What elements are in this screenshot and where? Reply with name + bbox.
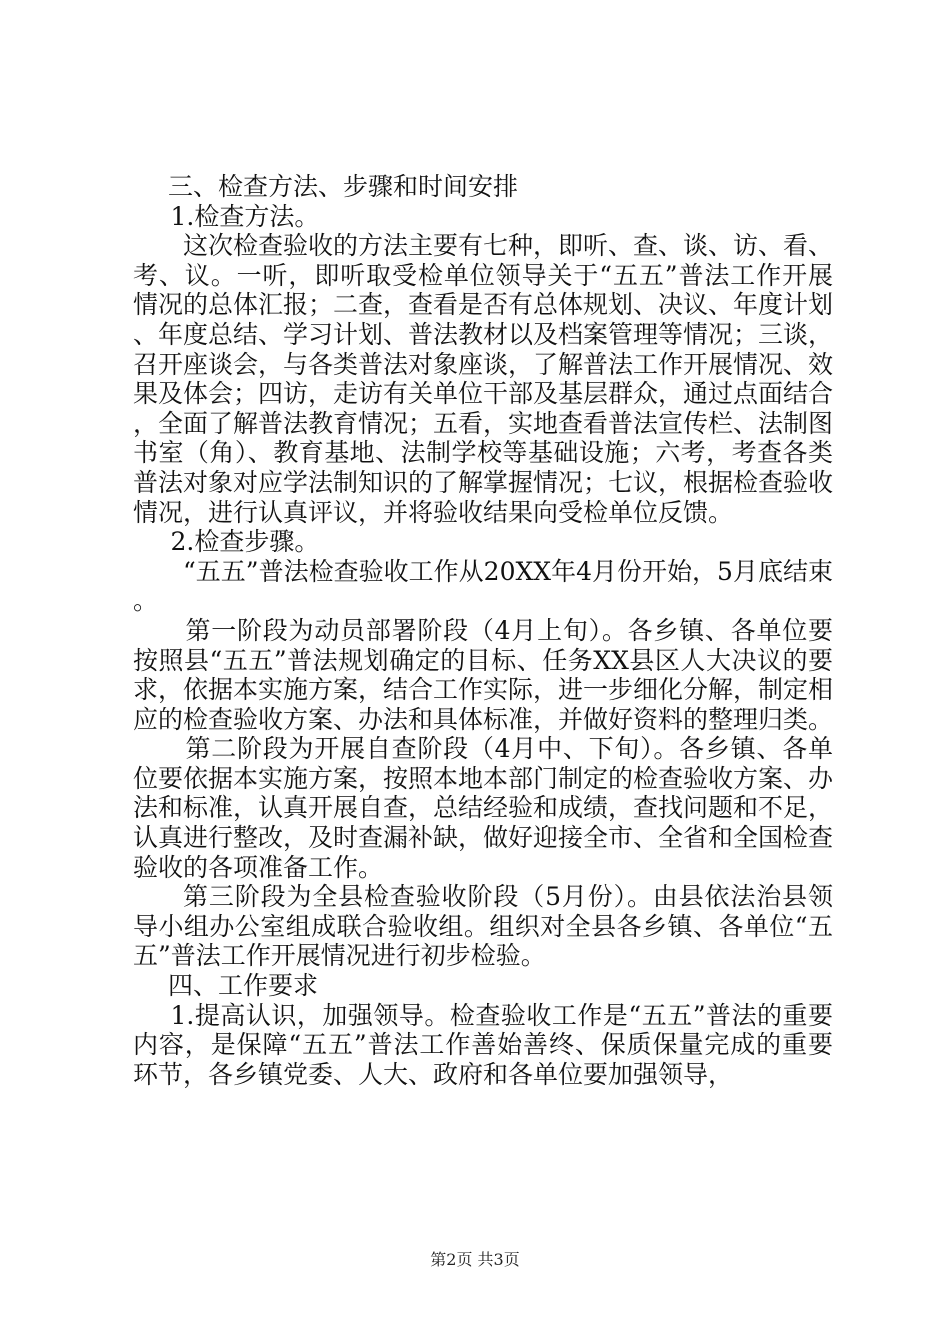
method-paragraph: 这次检查验收的方法主要有七种，即听、查、谈、访、看、考、议。一听，即听取受检单位领导关于“五五”普法工作开展情况的总体汇报；二查，查看是否有总体规划、决议、年度计划、年度总结、学习计划、普法教材以及档案管理等情况；三谈，召开座谈会，与各类普法对象座谈，了解普法工作开展情况、效果及体会；四访，走访有关单位干部及基层群众，通过点面结合，全面了解普法教育情况；五看，实地查看普法宣传栏、法制图书室（角）、教育基地、法制学校等基础设施；六考，考查各类普法对象对应学法制知识的了解掌握情况；七议，根据检查验收情况，进行认真评议，并将验收结果向受检单位反馈。	[133, 231, 834, 527]
section-3-heading: 三、检查方法、步骤和时间安排	[168, 172, 519, 201]
section-4-heading: 四、工作要求	[168, 971, 319, 1001]
page-number-footer: 第2页 共3页	[430, 1250, 520, 1269]
requirement-1-paragraph: 1.提高认识，加强领导。检查验收工作是“五五”普法的重要内容，是保障“五五”普法工作善始善终、保质保量完成的重要环节，各乡镇党委、人大、政府和各单位要加强领导，	[133, 1000, 833, 1089]
document-body	[133, 172, 833, 1089]
method-heading: 1.检查方法。	[170, 201, 320, 231]
steps-heading: 2.检查步骤。	[170, 527, 320, 557]
stage-3-paragraph: 第三阶段为全县检查验收阶段（5月份）。由县依法治县领导小组办公室组成联合验收组。组织对全县各乡镇、各单位“五五”普法工作开展情况进行初步检验。	[133, 882, 833, 971]
stage-2-paragraph: 第二阶段为开展自查阶段（4月中、下旬）。各乡镇、各单位要依据本实施方案，按照本地本部门制定的检查验收方案、办法和标准，认真开展自查，总结经验和成绩，查找问题和不足，认真进行整改，及时查漏补缺，做好迎接全市、全省和全国检查验收的各项准备工作。	[133, 734, 834, 882]
stage-1-paragraph: 第一阶段为动员部署阶段（4月上旬）。各乡镇、各单位要按照县“五五”普法规划确定的目标、任务XX县区人大决议的要求，依据本实施方案，结合工作实际，进一步细化分解，制定相应的检查验收方案、办法和具体标准，并做好资料的整理归类。	[133, 615, 834, 734]
steps-paragraph: “五五”普法检查验收工作从20XX年4月份开始，5月底结束。	[133, 556, 833, 616]
